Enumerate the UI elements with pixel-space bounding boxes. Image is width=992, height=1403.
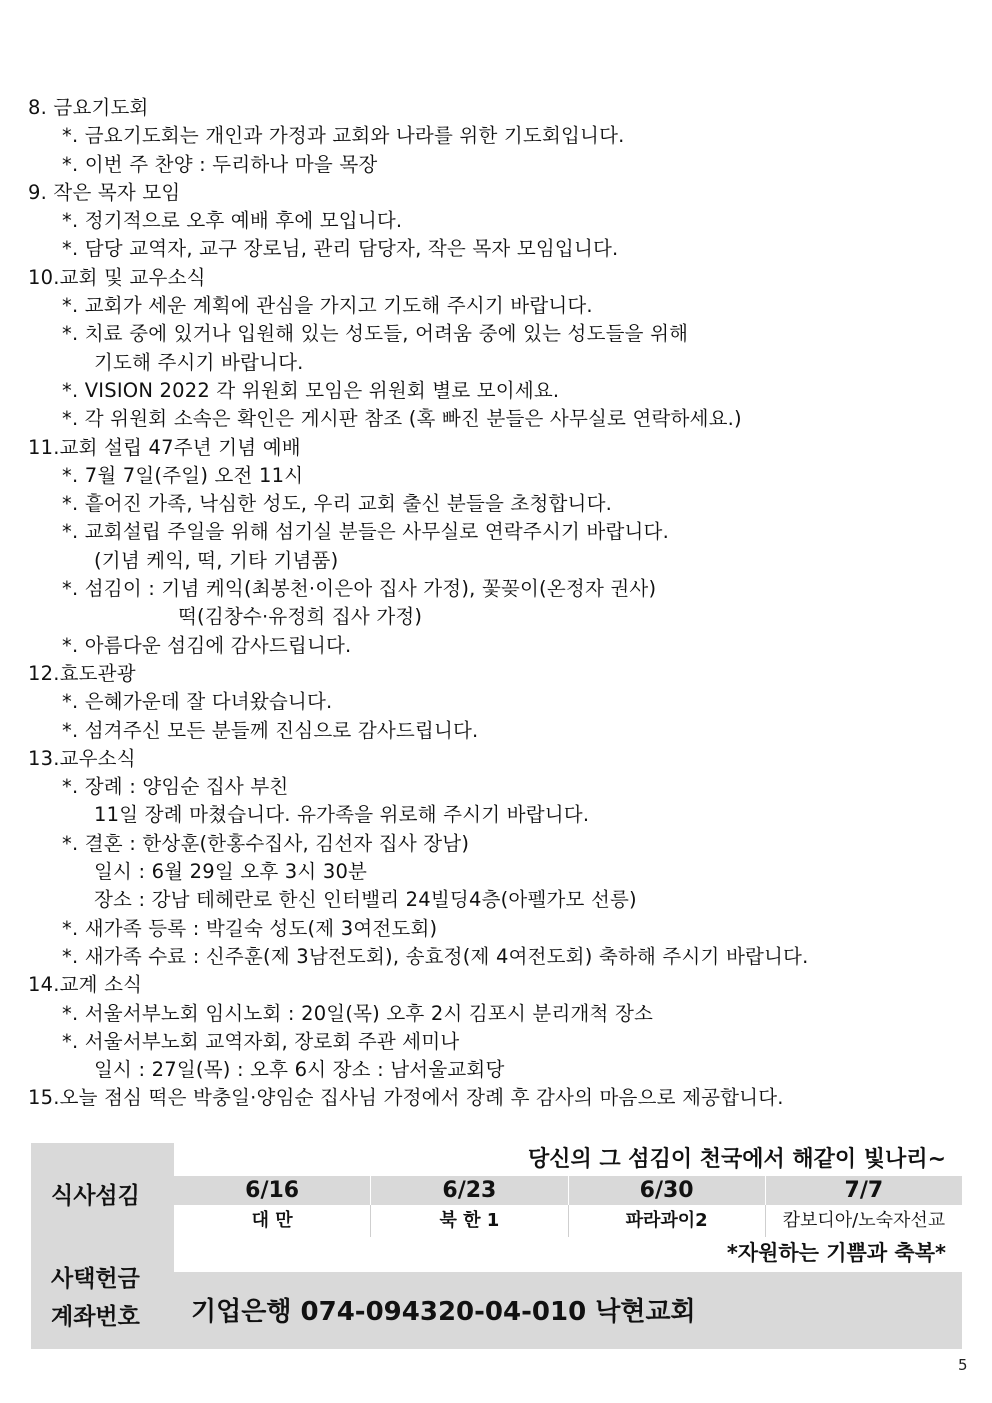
notice-item: *. 7월 7일(주일) 오전 11시 bbox=[62, 463, 304, 487]
meal-mission: 대 만 bbox=[174, 1205, 371, 1237]
notice-item: *. 교회가 세운 계획에 관심을 가지고 기도해 주시기 바랍니다. bbox=[62, 294, 593, 318]
notice-item: 일시 : 6월 29일 오후 3시 30분 bbox=[94, 860, 368, 884]
notice-heading: 13.교우소식 bbox=[28, 746, 136, 770]
notice-heading: 15.오늘 점심 떡은 박충일·양임순 집사님 가정에서 장례 후 감사의 마음으로 제공합니다. bbox=[28, 1086, 784, 1110]
meal-date: 6/23 bbox=[371, 1176, 568, 1205]
notice-item: *. 섬겨주신 모든 분들께 진심으로 감사드립니다. bbox=[62, 718, 479, 742]
notice-item: *. 서울서부노회 교역자회, 장로회 주관 세미나 bbox=[62, 1029, 460, 1053]
notice-item: 떡(김창수·유정희 집사 가정) bbox=[178, 605, 423, 629]
page-number: 5 bbox=[958, 1356, 968, 1374]
notice-item: 기도해 주시기 바랍니다. bbox=[94, 350, 304, 374]
meal-mission: 북 한 1 bbox=[371, 1205, 568, 1237]
notice-heading: 9. 작은 목자 모임 bbox=[28, 180, 181, 204]
slogan: 당신의 그 섬김이 천국에서 해같이 빛나리~ bbox=[174, 1143, 962, 1176]
offering-note: *자원하는 기쁨과 축복* bbox=[174, 1237, 962, 1272]
notice-item: *. 은혜가운데 잘 다녀왔습니다. bbox=[62, 690, 333, 714]
meal-offering-box bbox=[31, 1143, 962, 1349]
notice-item: *. 각 위원회 소속은 확인은 게시판 참조 (혹 빠진 분들은 사무실로 연락하세요.) bbox=[62, 407, 742, 431]
notice-item: *. 흩어진 가족, 낙심한 성도, 우리 교회 출신 분들을 초청합니다. bbox=[62, 492, 613, 516]
notice-item: 11일 장례 마쳤습니다. 유가족을 위로해 주시기 바랍니다. bbox=[94, 803, 590, 827]
notice-item: 일시 : 27일(목) : 오후 6시 장소 : 남서울교회당 bbox=[94, 1058, 505, 1082]
meal-date: 7/7 bbox=[844, 1178, 884, 1203]
notice-heading: 14.교계 소식 bbox=[28, 973, 143, 997]
notice-list bbox=[28, 94, 968, 1113]
notice-item: *. 담당 교역자, 교구 장로님, 관리 담당자, 작은 목자 모임입니다. bbox=[62, 237, 619, 261]
meal-service-label: 식사섬김 bbox=[51, 1183, 140, 1209]
notice-item: (기념 케익, 떡, 기타 기념품) bbox=[94, 548, 339, 572]
notice-item: 장소 : 강남 테헤란로 한신 인터밸리 24빌딩4층(아펠가모 선릉) bbox=[94, 888, 637, 912]
notice-heading: 10.교회 및 교우소식 bbox=[28, 265, 206, 289]
notice-heading: 8. 금요기도회 bbox=[28, 96, 149, 119]
meal-date: 6/30 bbox=[569, 1176, 766, 1205]
notice-item: *. 서울서부노회 임시노회 : 20일(목) 오후 2시 김포시 분리개척 장소 bbox=[62, 1001, 654, 1025]
meal-missions-row bbox=[174, 1205, 962, 1237]
notice-heading: 12.효도관광 bbox=[28, 661, 136, 685]
notice-item: *. 금요기도회는 개인과 가정과 교회와 나라를 위한 기도회입니다. bbox=[62, 124, 625, 148]
notice-item: *. 섬김이 : 기념 케익(최봉천·이은아 집사 가정), 꽃꽂이(온정자 권사) bbox=[62, 577, 657, 601]
offering-label: 사택헌금 bbox=[51, 1266, 140, 1292]
notice-item: *. 교회설립 주일을 위해 섬기실 분들은 사무실로 연락주시기 바랍니다. bbox=[62, 520, 669, 544]
meal-dates-row bbox=[174, 1176, 962, 1205]
notice-item: *. 치료 중에 있거나 입원해 있는 성도들, 어려움 중에 있는 성도들을 위해 bbox=[62, 322, 689, 346]
notice-item: *. 결혼 : 한상훈(한홍수집사, 김선자 집사 장남) bbox=[62, 831, 470, 855]
notice-item: *. 정기적으로 오후 예배 후에 모입니다. bbox=[62, 209, 403, 233]
account-label: 계좌번호 bbox=[51, 1304, 140, 1330]
meal-date: 6/16 bbox=[174, 1176, 371, 1205]
notice-item: *. VISION 2022 각 위원회 모임은 위원회 별로 모이세요. bbox=[62, 378, 560, 402]
meal-mission: 캄보디아/노숙자선교 bbox=[782, 1210, 946, 1231]
notice-item: *. 아름다운 섬김에 감사드립니다. bbox=[62, 633, 352, 657]
notice-heading: 11.교회 설립 47주년 기념 예배 bbox=[28, 435, 301, 459]
notice-item: *. 새가족 등록 : 박길숙 성도(제 3여전도회) bbox=[62, 916, 438, 940]
notice-item: *. 이번 주 찬양 : 두리하나 마을 목장 bbox=[62, 152, 378, 176]
notice-item: *. 새가족 수료 : 신주훈(제 3남전도회), 송효정(제 4여전도회) 축하해 주시기 바랍니다. bbox=[62, 944, 809, 968]
notice-item: *. 장례 : 양임순 집사 부친 bbox=[62, 775, 289, 799]
meal-mission: 파라과이2 bbox=[569, 1205, 766, 1237]
account-number: 기업은행 074-094320-04-010 낙현교회 bbox=[191, 1297, 696, 1327]
